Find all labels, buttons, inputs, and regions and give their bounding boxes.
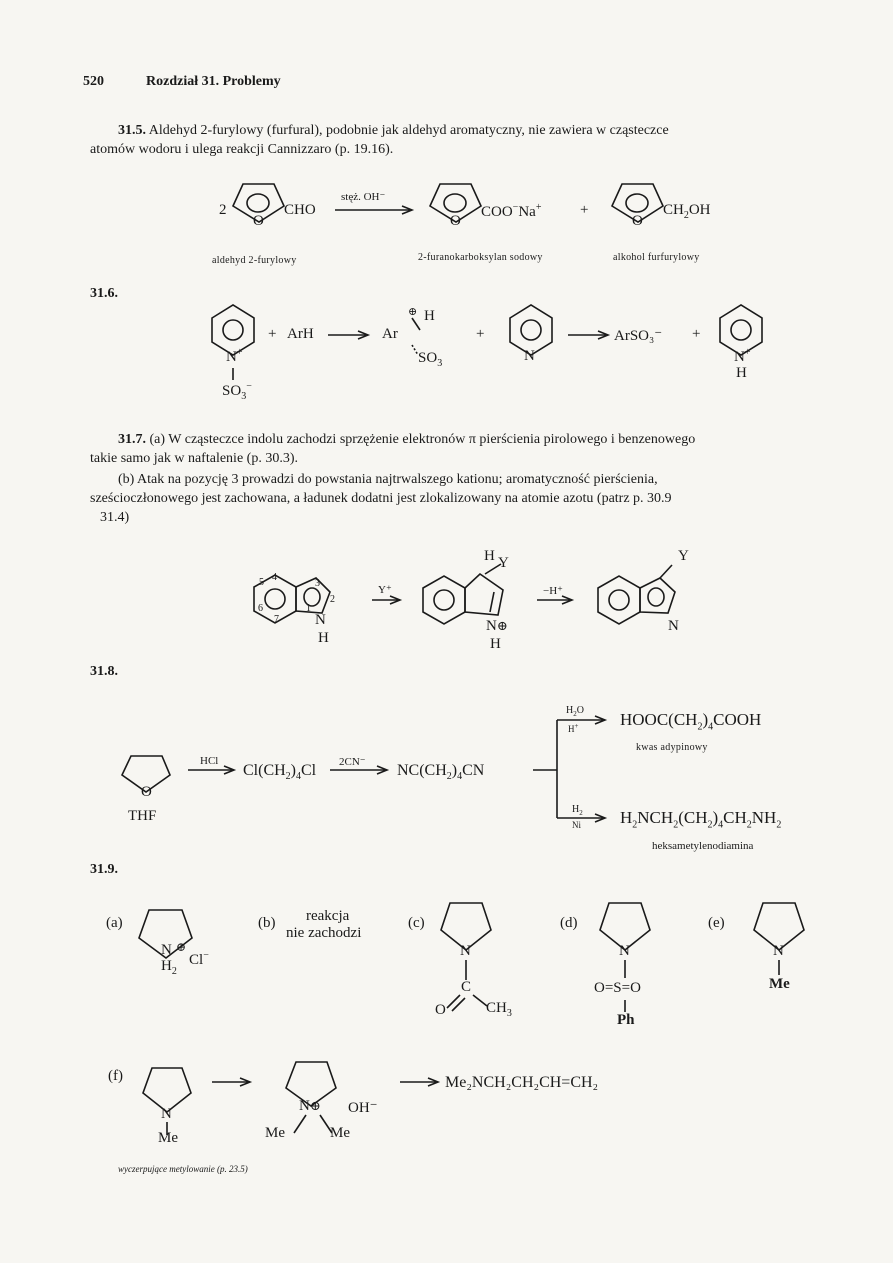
indole-pos-2: 2 <box>330 594 335 605</box>
reagent-cn: 2CN⁻ <box>339 756 366 768</box>
caption-alcohol: alkohol furfurylowy <box>613 252 700 263</box>
p317-a-text1: (a) W cząsteczce indolu zachodzi sprzężenie elektronów π pierścienia pirolowego i benzenowego <box>149 432 696 447</box>
n-methyl-pyrrolidine-ring-f <box>143 1068 191 1135</box>
label-d: (d) <box>560 915 578 931</box>
p315-number: 31.5. <box>118 123 146 138</box>
adiponitrile: $NC(CH_2)_4CN$ <box>397 762 485 783</box>
p315-text1: Aldehyd 2-furylowy (furfural), podobnie jak aldehyd aromatyczny, nie zawiera w cząsteczce <box>148 123 669 138</box>
plus-316-2: + <box>476 326 485 342</box>
methyl-n-e: N <box>773 943 784 959</box>
indole-pos-5: 5 <box>259 577 264 588</box>
pyridinium-n-1: N+ <box>226 347 243 365</box>
pyridine-so3-ring <box>212 305 254 380</box>
plus-316-1: + <box>268 326 277 342</box>
page-number: 520 <box>83 74 104 89</box>
thf-o: O <box>141 784 152 800</box>
p315-text2: atomów wodoru i ulega reakcji Cannizzaro (p. 19.16). <box>90 142 394 157</box>
sulfonyl-group: O=S=O <box>594 980 641 996</box>
sulfonyl-n: N <box>619 943 630 959</box>
arh-label: ArH <box>287 326 314 342</box>
arrow-317-1 <box>372 596 400 604</box>
indole-pos-7: 7 <box>274 614 279 625</box>
indole-pos-6: 6 <box>258 603 263 614</box>
p317-b-text2: sześcioczłonowego jest zachowana, a ładunek dodatni jest zlokalizowany na atomie azotu (patrz p. 30.9 <box>90 491 672 506</box>
caption-aldehyd: aldehyd 2-furylowy <box>212 255 297 266</box>
arrow-319-1 <box>212 1078 250 1086</box>
pyridinium-h: H <box>736 365 747 381</box>
indolenium-h2: H <box>490 636 501 652</box>
n-methyl-pyrrolidine-ring-e <box>754 903 804 975</box>
ar-sigma: Ar <box>382 326 398 342</box>
pyrrolidinium-n: N <box>161 942 172 958</box>
hmda-caption: heksametylenodiamina <box>652 840 754 852</box>
indolenium-y: Y <box>498 555 509 571</box>
plus-charge-icon: ⊕ <box>408 306 418 318</box>
methyl-f-left: Me <box>265 1125 285 1141</box>
label-c: (c) <box>408 915 425 931</box>
p317-a-text2: takie samo jak w naftalenie (p. 30.3). <box>90 451 298 466</box>
arrow-316-2 <box>568 331 608 339</box>
label-a: (a) <box>106 915 123 931</box>
furan-o-2: O <box>450 213 461 229</box>
methyl-f: Me <box>158 1130 178 1146</box>
ammonium-n: N⊕ <box>299 1098 321 1114</box>
reagent-hcl: HCl <box>200 755 219 767</box>
indole-n: N <box>315 612 326 628</box>
chloride-ion: Cl− <box>189 950 209 968</box>
reagent-y: Y⁺ <box>378 584 392 596</box>
acetyl-c: C <box>461 979 472 995</box>
indole-3-y-ring <box>598 565 675 624</box>
plus-316-3: + <box>692 326 701 342</box>
product-n: N <box>668 618 679 634</box>
ch2oh-group: $CH_2OH$ <box>663 202 711 221</box>
chapter-title: Rozdział 31. Problemy <box>146 74 281 89</box>
reagent-oh: stęż. OH⁻ <box>341 191 386 203</box>
b-text-reakcja: reakcja <box>306 908 350 924</box>
indolenium-h: H <box>484 548 495 564</box>
hydroxide-ion: OH⁻ <box>348 1100 378 1116</box>
p317-a-line1 <box>118 430 695 449</box>
label-f: (f) <box>108 1068 123 1084</box>
p317-b-text3: 31.4) <box>100 510 130 525</box>
acetyl-o: O <box>435 1002 446 1018</box>
acetyl-ch3: $CH_3$ <box>486 1000 512 1019</box>
reaction-arrow-1 <box>335 206 412 214</box>
carboxylate-group: COO−Na+ <box>481 202 542 220</box>
coefficient-2: 2 <box>219 202 227 218</box>
p316-number: 31.6. <box>90 286 118 301</box>
pyrrolidinium-h2: $H_2$ <box>161 958 177 977</box>
indole-pos-3: 3 <box>315 578 320 589</box>
reagent-hplus: H+ <box>568 722 579 734</box>
plus-charge-a: ⊕ <box>176 940 187 954</box>
p317-number: 31.7. <box>118 432 146 447</box>
caption-carboxylate: 2-furanokarboksylan sodowy <box>418 252 543 263</box>
methyl-n-f: N <box>161 1106 172 1122</box>
acetyl-n: N <box>460 943 471 959</box>
indole-pos-4: 4 <box>272 572 277 583</box>
indolenium-ring <box>423 564 503 624</box>
indole-h: H <box>318 630 329 646</box>
product-y: Y <box>678 548 689 564</box>
reagent-ni: Ni <box>572 820 581 830</box>
arrow-319-2 <box>400 1078 438 1086</box>
hofmann-caption: wyczerpujące metylowanie (p. 23.5) <box>118 1164 248 1174</box>
arrow-316-1 <box>328 331 368 339</box>
furan-o-1: O <box>253 213 264 229</box>
h-sigma: H <box>424 308 435 324</box>
reagent-h2o: $H_2O$ <box>566 705 584 718</box>
dichlorobutane: $Cl(CH_2)_4Cl$ <box>243 762 317 783</box>
thf-label: THF <box>128 808 157 824</box>
so3-minus-1: $SO_3^-$ <box>222 381 252 402</box>
hexamethylenediamine: $H_2NCH_2(CH_2)_4CH_2NH_2$ <box>620 808 782 831</box>
phenyl-label: Ph <box>617 1012 635 1028</box>
reagent-h2: $H_2$ <box>572 804 583 817</box>
label-e: (e) <box>708 915 725 931</box>
indolenium-n: N⊕ <box>486 618 508 634</box>
methyl-f-right: Me <box>330 1125 350 1141</box>
label-b: (b) <box>258 915 276 931</box>
p318-number: 31.8. <box>90 664 118 679</box>
arrow-318-1 <box>188 766 234 774</box>
elimination-product: Me₂NCH₂CH₂CH=CH₂ <box>445 1074 599 1091</box>
so3-sigma: $SO_3$ <box>418 350 443 369</box>
arrow-317-2 <box>537 596 572 604</box>
pyridinium-n-2: N+ <box>734 347 751 365</box>
adipic-acid: $HOOC(CH_2)_4COOH$ <box>620 710 762 733</box>
indole-pos-1: 1 <box>306 603 311 614</box>
pyridine-n: N <box>524 348 535 364</box>
b-text-nie-zachodzi: nie zachodzi <box>286 925 362 941</box>
reagent-h-loss: −H⁺ <box>543 585 563 597</box>
p317-b-text1: (b) Atak na pozycję 3 prowadzi do powstania najtrwalszego kationu; aromatyczność pierścienia, <box>118 472 658 487</box>
adipic-caption: kwas adypinowy <box>636 742 708 753</box>
methyl-e: Me <box>769 976 790 992</box>
cho-group: CHO <box>284 202 316 218</box>
p319-number: 31.9. <box>90 862 118 877</box>
arso3-label: ArSO₃⁻ <box>614 328 663 344</box>
plus-sign: + <box>580 202 589 218</box>
furan-o-3: O <box>632 213 643 229</box>
